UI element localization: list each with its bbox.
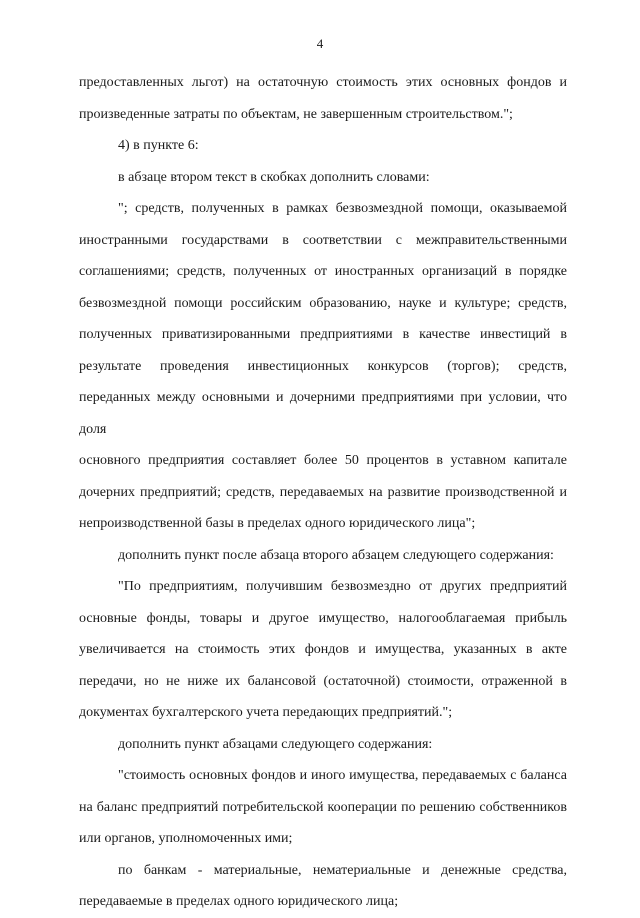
paragraph-4 [79,193,567,540]
text-line: безвозмездной помощи российским образованию, науке и культуре; средств, [79,295,567,311]
text-line: основные фонды, товары и другое имущество, налогооблагаемая прибыль [79,610,567,626]
text-line: передачи, но не ниже их балансовой (остаточной) стоимости, отраженной в [79,673,567,689]
text-line: соглашениями; средств, полученных от иностранных организаций в порядке [79,264,567,279]
text-line: дочерних предприятий; средств, передаваемых на развитие производственной и [79,484,567,500]
text-line: дополнить пункт после абзаца второго абзацем следующего содержания: [118,547,554,563]
text-line: документах бухгалтерского учета передающих предприятий."; [79,705,453,720]
page-number: 4 [316,36,324,51]
paragraph-8 [79,760,567,855]
text-line: "По предприятиям, получившим безвозмездно от других предприятий [118,579,567,594]
paragraph-2 [79,130,567,162]
text-line: переданных между основными и дочерними предприятиями при условии, что доля [79,390,567,437]
paragraph-5 [79,540,567,572]
text-line: по банкам - материальные, нематериальные и денежные средства, [118,862,567,878]
paragraph-1 [79,67,567,130]
paragraph-9 [79,855,567,918]
text-line: на баланс предприятий потребительской кооперации по решению собственников [79,799,567,815]
text-line: дополнить пункт абзацами следующего содержания: [118,736,433,752]
text-line: предоставленных льгот) на остаточную стоимость этих основных фондов и [79,75,567,90]
text-line: "; средств, полученных в рамках безвозмездной помощи, оказываемой [118,201,567,216]
text-line: основного предприятия составляет более 50 процентов в уставном капитале [79,453,567,468]
text-line: непроизводственной базы в пределах одного юридического лица"; [79,516,476,531]
document-body [79,67,567,918]
paragraph-3 [79,162,567,194]
text-line: или органов, уполномоченных ими; [79,831,293,846]
text-line: результате проведения инвестиционных конкурсов (торгов); средств, [79,358,567,374]
text-line: "стоимость основных фондов и иного имущества, передаваемых с баланса [118,768,567,783]
paragraph-6 [79,571,567,729]
text-line: передаваемые в пределах одного юридического лица; [79,894,399,909]
text-line: увеличивается на стоимость этих фондов и имущества, указанных в акте [79,642,567,657]
text-line: иностранными государствами в соответствии с межправительственными [79,232,567,248]
text-line: произведенные затраты по объектам, не завершенным строительством."; [79,106,513,122]
paragraph-7 [79,729,567,761]
text-line: 4) в пункте 6: [118,138,199,153]
text-line: в абзаце втором текст в скобках дополнить словами: [118,169,430,185]
text-line: полученных приватизированными предприятиями в качестве инвестиций в [79,327,567,342]
